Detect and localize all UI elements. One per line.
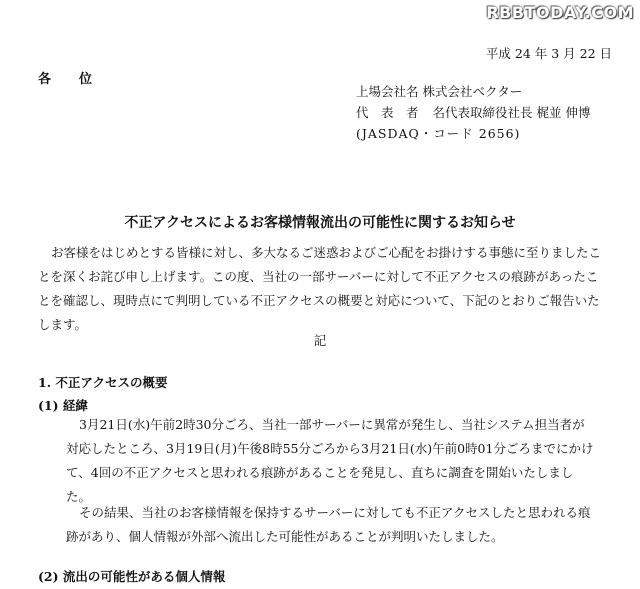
company-name: 上場会社名 株式会社ベクター [356,84,523,99]
body-paragraph: 3月21日(水)午前2時30分ごろ、当社一部サーバーに異常が発生し、当社システム担当者が対応したところ、3月19日(月)午後8時55分ごろから3月21日(水)午前0時01分ごろまでにかけて、4回の不正アクセスと思われる痕跡があることを発見し、直ちに調査を開始いたしました。 [66,417,594,504]
subsection-heading: (2) 流出の可能性がある個人情報 [38,569,226,584]
ki-marker: 記 [313,333,327,348]
intro-paragraph: お客様をはじめとする皆様に対し、多大なるご迷惑およびご心配をお掛けする事態に至りましたことを深くお詫び申し上げます。この度、当社の一部サーバーに対して不正アクセスの痕跡があったことを確認し、現時点にて判明している不正アクセスの概要と対応について、下記のとおりご報告いたします。 [38,245,602,332]
recipient: 各位 [38,72,121,87]
watermark: RBBTODAY.COM [486,3,634,22]
body-paragraph: その結果、当社のお客様情報を保持するサーバーに対しても不正アクセスしたと思われる痕跡があり、個人情報が外部へ流出した可能性があることが判明いたしました。 [66,505,591,544]
document-date: 平成 24 年 3 月 22 日 [485,46,612,61]
document-title: 不正アクセスによるお客様情報流出の可能性に関するお知らせ [124,215,516,231]
stock-code: (JASDAQ・コード 2656) [356,126,521,141]
representative-label: 代 表 者 [356,105,419,120]
section-heading: 1. 不正アクセスの概要 [38,375,168,390]
representative [356,103,590,121]
subsection-heading: (1) 経緯 [38,398,88,413]
representative-name: 名代表取締役社長 梶並 伸博 [432,105,591,120]
